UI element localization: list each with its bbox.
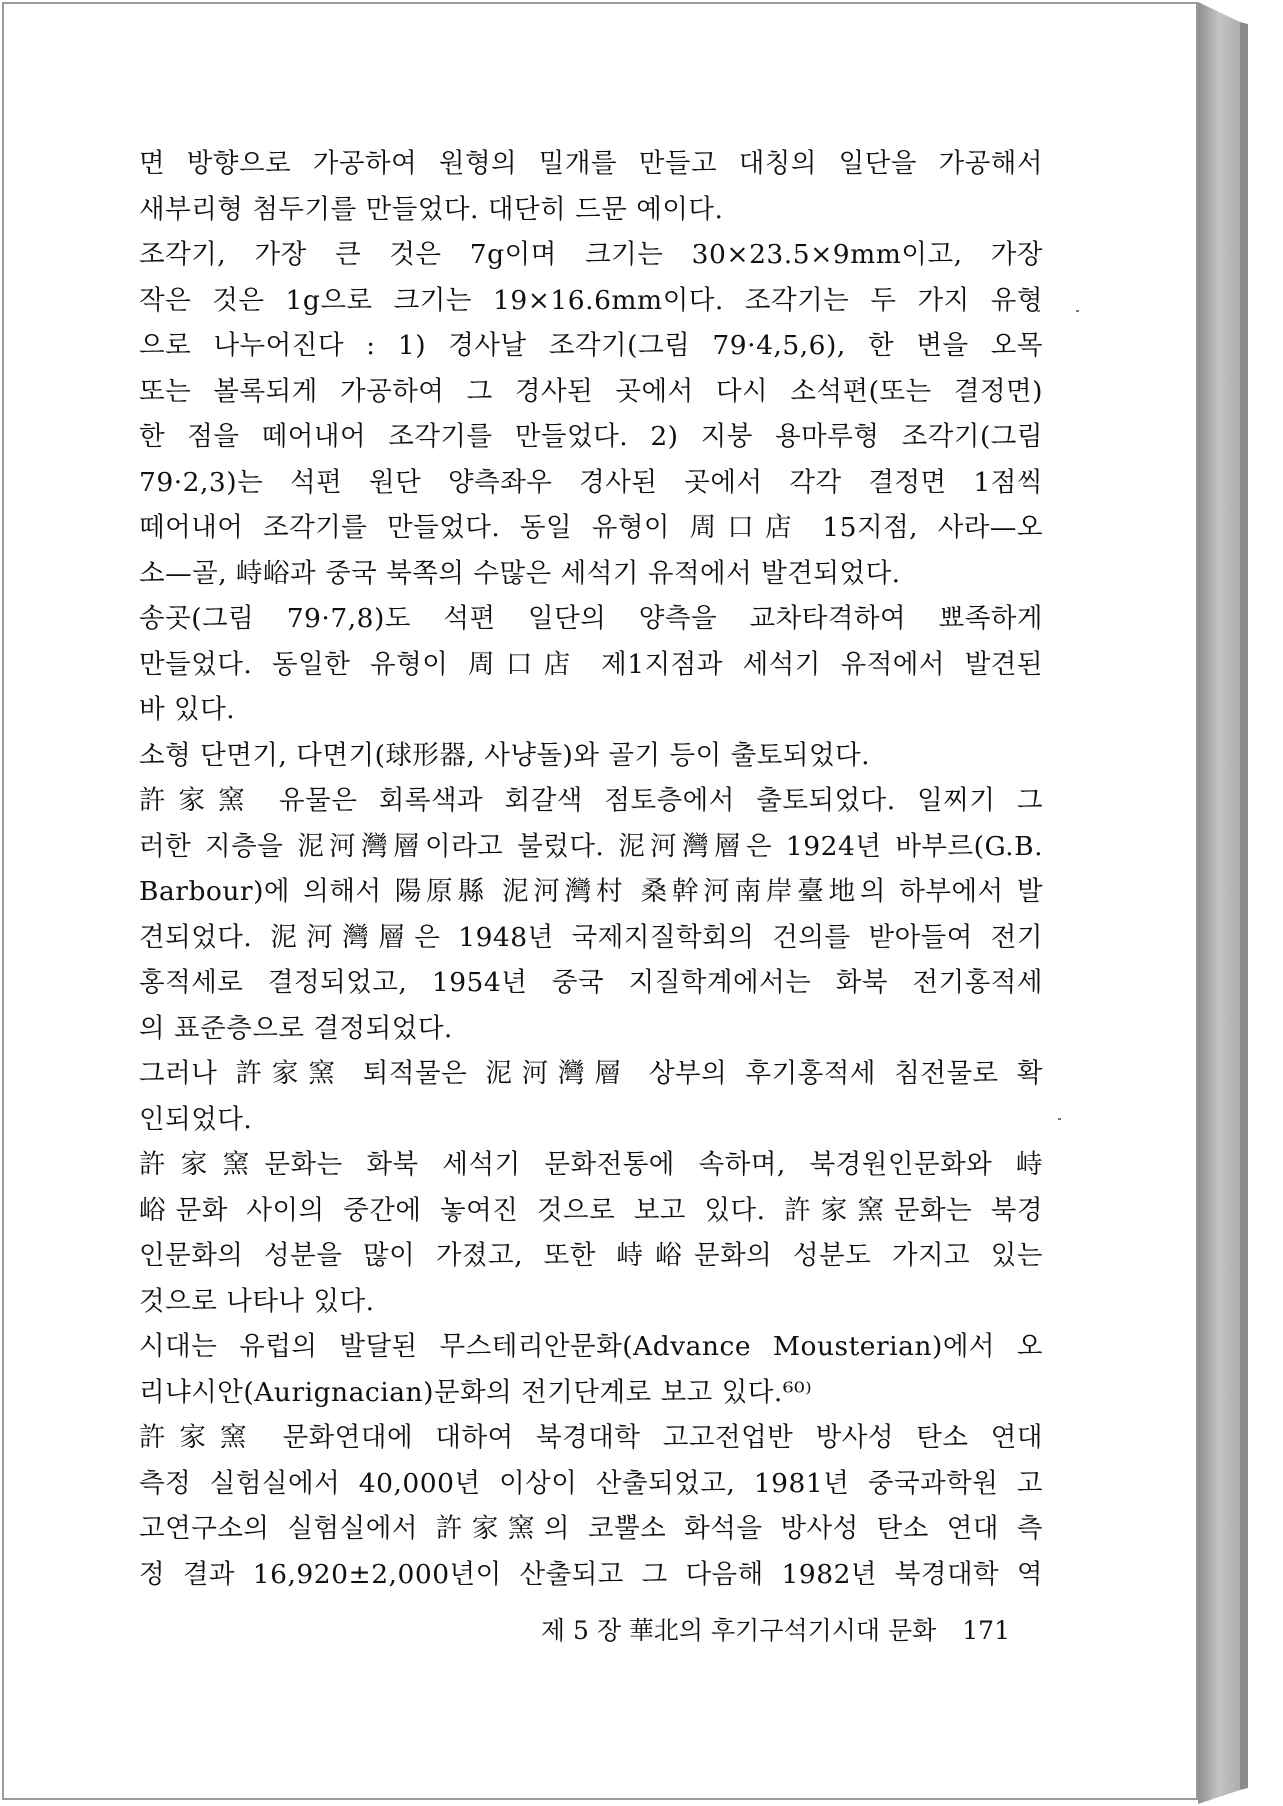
text-line: 그러나 許家窯 퇴적물은 泥河灣層 상부의 후기홍적세 침전물로 확: [139, 1058, 1043, 1089]
book-edge-shape: [1198, 0, 1283, 1806]
paragraph: [139, 1142, 1043, 1324]
text-line: 정 결과 16,920±2,000년이 산출되고 그 다음해 1982년 북경대학 역: [139, 1558, 1043, 1590]
text-line: 새부리형 첨두기를 만들었다. 대단히 드문 예이다.: [139, 193, 724, 225]
scan-speck: [1058, 1118, 1061, 1120]
text-line: 측정 실험실에서 40,000년 이상이 산출되었고, 1981년 중국과학원 고: [139, 1467, 1043, 1499]
text-line: 소형 단면기, 다면기(球形器, 사냥돌)와 골기 등이 출토되었다.: [139, 739, 871, 771]
text-line: 인되었다.: [139, 1103, 253, 1135]
scan-speck: [1076, 310, 1079, 312]
text-line: 79·2,3)는 석편 원단 양측좌우 경사된 곳에서 각각 결정면 1점씩: [139, 466, 1043, 498]
text-line: 許家窯 유물은 회록색과 회갈색 점토층에서 출토되었다. 일찌기 그: [139, 785, 1043, 816]
text-line: 바 있다.: [139, 694, 236, 725]
text-line: 시대는 유럽의 발달된 무스테리안문화(Advance Mousterian)에서 오: [139, 1331, 1043, 1362]
paragraph: [139, 1051, 1043, 1142]
book-edge: [1198, 0, 1283, 1806]
text-line: 고연구소의 실험실에서 許家窯의 코뿔소 화석을 방사성 탄소 연대 측: [139, 1513, 1043, 1544]
body-text: [139, 141, 1043, 1597]
text-line: 으로 나누어진다 : 1) 경사날 조각기(그림 79·4,5,6), 한 변을 오목: [139, 330, 1043, 361]
text-line: 송곳(그림 79·7,8)도 석편 일단의 양측을 교차타격하여 뾰족하게: [139, 603, 1043, 634]
text-line: 면 방향으로 가공하여 원형의 밀개를 만들고 대칭의 일단을 가공해서: [139, 148, 1043, 179]
text-line: 또는 볼록되게 가공하여 그 경사된 곳에서 다시 소석편(또는 결정면): [139, 375, 1043, 407]
text-line: 떼어내어 조각기를 만들었다. 동일 유형이 周口店 15지점, 사라—오: [139, 512, 1043, 543]
paragraph: [139, 596, 1043, 733]
text-line: 인문화의 성분을 많이 가졌고, 또한 峙峪문화의 성분도 가지고 있는: [139, 1240, 1043, 1271]
paragraph: [139, 232, 1043, 596]
text-line: 작은 것은 1g으로 크기는 19×16.6mm이다. 조각기는 두 가지 유형: [139, 284, 1043, 316]
paragraph: [139, 1415, 1043, 1597]
paragraph: [139, 733, 1043, 779]
text-line: 소—골, 峙峪과 중국 북쪽의 수많은 세석기 유적에서 발견되었다.: [139, 557, 901, 589]
text-line: 의 표준층으로 결정되었다.: [139, 1012, 453, 1044]
text-line: 견되었다. 泥河灣層은 1948년 국제지질학회의 건의를 받아들여 전기: [139, 921, 1043, 953]
running-footer-chapter: 제 5 장 華北의 후기구석기시대 문화: [540, 1616, 937, 1645]
text-line: 許家窯 문화연대에 대하여 북경대학 고고전업반 방사성 탄소 연대: [139, 1422, 1043, 1453]
paragraph: [139, 141, 1043, 232]
text-line: 러한 지층을 泥河灣層이라고 불렀다. 泥河灣層은 1924년 바부르(G.B.: [139, 830, 1043, 862]
paragraph: [139, 1324, 1043, 1415]
page-footer: [139, 1611, 1010, 1647]
text-line: 峪문화 사이의 중간에 놓여진 것으로 보고 있다. 許家窯문화는 북경: [139, 1194, 1043, 1226]
paragraph: [139, 778, 1043, 1051]
text-line: 한 점을 떼어내어 조각기를 만들었다. 2) 지붕 용마루형 조각기(그림: [139, 421, 1043, 452]
text-line: 조각기, 가장 큰 것은 7g이며 크기는 30×23.5×9mm이고, 가장: [139, 239, 1043, 270]
page-number: 171: [962, 1616, 1010, 1645]
text-line: 許家窯문화는 화북 세석기 문화전통에 속하며, 북경원인문화와 峙: [139, 1149, 1043, 1180]
text-line: Barbour)에 의해서 陽原縣 泥河灣村 桑幹河南岸臺地의 하부에서 발: [139, 876, 1043, 907]
text-line: 만들었다. 동일한 유형이 周口店 제1지점과 세석기 유적에서 발견된: [139, 648, 1043, 680]
text-line: 홍적세로 결정되었고, 1954년 중국 지질학계에서는 화북 전기홍적세: [139, 967, 1043, 998]
text-line: 리냐시안(Aurignacian)문화의 전기단계로 보고 있다.⁶⁰⁾: [139, 1376, 813, 1408]
text-line: 것으로 나타나 있다.: [139, 1285, 375, 1317]
